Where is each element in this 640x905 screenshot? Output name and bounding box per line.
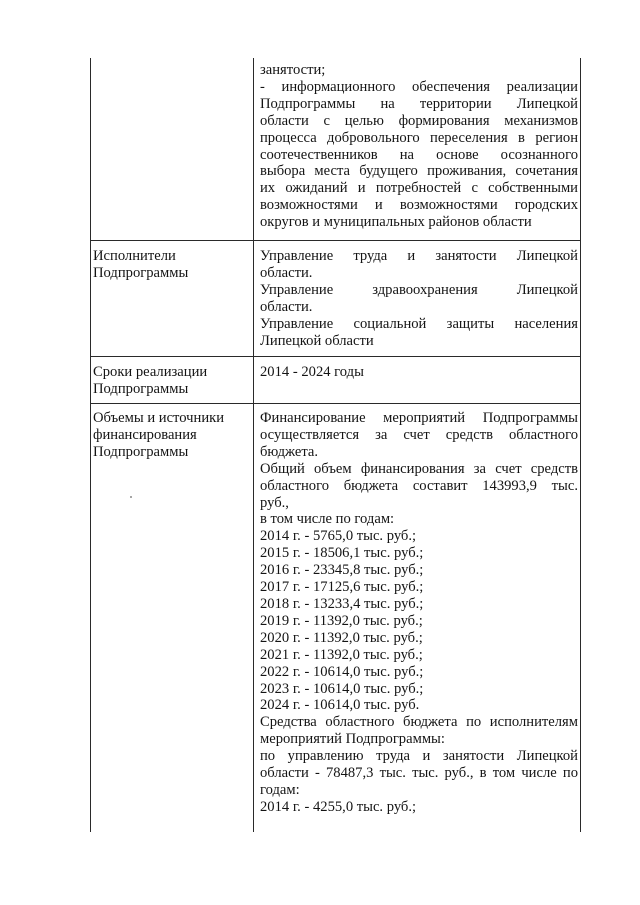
table-column-divider: [253, 58, 254, 832]
table-border-right: [580, 58, 581, 832]
row-divider-3: [90, 403, 581, 404]
text-line: Управление труда и занятости Липецкой: [260, 248, 578, 264]
text-line: Управление здравоохранения Липецкой: [260, 281, 578, 298]
row4-funding-cell: [260, 410, 578, 816]
row3-period-cell: [260, 364, 578, 381]
text-line: областного бюджета составит 143993,9 тыс.: [260, 477, 578, 494]
text-line: осуществляется за счет средств областного: [260, 426, 578, 443]
text-line: 2015 г. - 18506,1 тыс. руб.;: [260, 545, 424, 562]
text-line: Подпрограммы: [93, 264, 189, 281]
text-line: 2022 г. - 10614,0 тыс. руб.;: [260, 663, 424, 680]
text-line: Подпрограммы: [93, 380, 189, 397]
text-line: 2014 г. - 5765,0 тыс. руб.;: [260, 528, 417, 545]
text-line: Общий объем финансирования за счет средств: [260, 460, 578, 477]
text-line: финансирования: [93, 426, 197, 443]
row1-right-cell: [260, 62, 578, 231]
text-line: возможностями и возможностями городских: [260, 197, 578, 214]
row2-executors-cell: [260, 248, 578, 349]
table-border-left: [90, 58, 91, 832]
text-line: занятости;: [260, 62, 326, 78]
text-line: мероприятий Подпрограммы:: [260, 731, 445, 748]
text-line: Исполнители: [93, 248, 176, 264]
row-divider-2: [90, 356, 581, 357]
scan-speck: [130, 496, 132, 498]
row3-label-cell: [93, 364, 251, 398]
text-line: 2014 г. - 4255,0 тыс. руб.;: [260, 798, 417, 815]
text-line: области.: [260, 298, 313, 315]
text-line: Липецкой области: [260, 332, 374, 349]
text-line: 2014 - 2024 годы: [260, 364, 364, 380]
text-line: 2018 г. - 13233,4 тыс. руб.;: [260, 595, 424, 612]
text-line: 2019 г. - 11392,0 тыс. руб.;: [260, 612, 423, 629]
row2-label-cell: [93, 248, 251, 282]
passport-table: [90, 58, 581, 832]
text-line: Объемы и источники: [93, 410, 225, 426]
text-line: годам:: [260, 781, 300, 798]
text-line: соотечественников на основе осознанного: [260, 146, 578, 163]
text-line: 2016 г. - 23345,8 тыс. руб.;: [260, 562, 424, 579]
text-line: в том числе по годам:: [260, 511, 395, 528]
text-line: - информационного обеспечения реализации: [260, 78, 578, 95]
row-divider-1: [90, 240, 581, 241]
text-line: 2024 г. - 10614,0 тыс. руб.: [260, 697, 420, 714]
text-line: Подпрограммы на территории Липецкой: [260, 95, 578, 112]
text-line: процесса добровольного переселения в регион: [260, 129, 578, 146]
text-line: бюджета.: [260, 443, 319, 460]
text-line: выбора места будущего проживания, сочетания: [260, 163, 578, 180]
text-line: области - 78487,3 тыс. тыс. руб., в том числе по: [260, 765, 578, 782]
text-line: Подпрограммы: [93, 443, 189, 460]
text-line: Сроки реализации: [93, 364, 208, 380]
row4-label-cell: [93, 410, 251, 461]
text-line: по управлению труда и занятости Липецкой: [260, 748, 578, 765]
text-line: руб.,: [260, 494, 289, 511]
text-line: области с целью формирования механизмов: [260, 112, 578, 129]
text-line: Управление социальной защиты населения: [260, 315, 578, 332]
text-line: 2021 г. - 11392,0 тыс. руб.;: [260, 646, 423, 663]
text-line: 2020 г. - 11392,0 тыс. руб.;: [260, 629, 423, 646]
text-line: округов и муниципальных районов области: [260, 214, 532, 231]
text-line: 2023 г. - 10614,0 тыс. руб.;: [260, 680, 424, 697]
text-line: Финансирование мероприятий Подпрограммы: [260, 410, 578, 426]
text-line: области.: [260, 264, 313, 281]
text-line: 2017 г. - 17125,6 тыс. руб.;: [260, 579, 424, 596]
text-line: их ожиданий и потребностей с собственными: [260, 180, 578, 197]
text-line: Средства областного бюджета по исполнителям: [260, 714, 578, 731]
